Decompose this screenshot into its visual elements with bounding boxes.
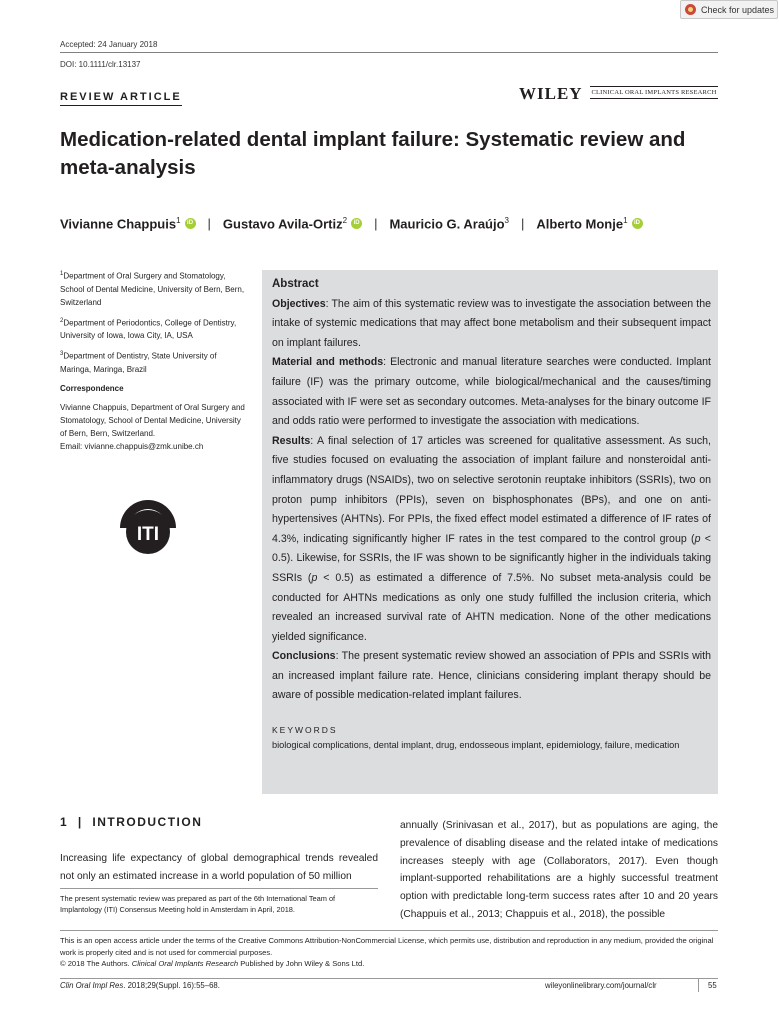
iti-logo-text: ITI <box>136 524 160 545</box>
footer-separator <box>698 978 699 992</box>
intro-right-column: annually (Srinivasan et al., 2017), but as populations are aging, the prevalence of disabling disease and the related intake of medications increases steeply with age (Collaborators, 2017). Even though implant-supported rehabilitations are a highly successful treatment option with predictable long-term success rates after 10 and 20 years (Chappuis et al., 2013; Chappuis et al., 2018), the possible <box>400 820 718 920</box>
keywords-heading: KEYWORDS <box>272 725 338 736</box>
footer-url[interactable]: wileyonlinelibrary.com/journal/clr <box>545 981 657 990</box>
author-name: Vivianne Chappuis$^1$ <box>60 216 181 232</box>
author-separator: | <box>374 216 378 232</box>
copyright-text: © 2018 The Authors. Clinical Oral Implants Research Published by John Wiley & Sons Ltd. <box>60 959 365 968</box>
article-title: Medication-related dental implant failure: Systematic review and meta-analysis <box>60 128 686 179</box>
correspondence-text: Vivianne Chappuis, Department of Oral Surgery and Stomatology, School of Dental Medicine, University of Bern, Bern, Switzerland. <box>60 402 245 438</box>
publisher-logo: WILEY <box>519 84 583 103</box>
author-separator: | <box>207 216 211 232</box>
author-list <box>60 216 643 231</box>
keywords-list: biological complications, dental implant, drug, endosseous implant, epidemiology, failure, medication <box>272 740 680 751</box>
article-type: REVIEW ARTICLE <box>60 91 182 106</box>
orcid-icon[interactable]: iD <box>185 218 196 229</box>
license-divider <box>60 930 718 931</box>
orcid-icon[interactable]: iD <box>351 218 362 229</box>
abstract-conclusions: Conclusions: The present systematic review showed an association of PPIs and SSRIs with an increased implant failure rate. Hence, clinicians considering implant therapy should be aware of possible medication-related implant failures. <box>272 650 711 702</box>
header-divider <box>60 52 718 53</box>
author-name: Gustavo Avila-Ortiz$^2$ <box>222 216 348 232</box>
correspondence-email[interactable]: Email: vivianne.chappuis@zmk.unibe.ch <box>60 441 204 451</box>
affiliation: $^2$Department of Periodontics, College of Dentistry, University of Iowa, Iowa City, IA, USA <box>60 317 237 341</box>
intro-left-column: Increasing life expectancy of global demographical trends revealed not only an estimated increase in a world population of 50 million <box>60 853 378 882</box>
iti-logo <box>112 494 184 556</box>
section-heading-introduction: 1 | INTRODUCTION <box>60 815 203 829</box>
affiliation: $^1$Department of Oral Surgery and Stomatology, School of Dental Medicine, University of Bern, Bern, Switzerland <box>60 271 245 307</box>
abstract-results: Results: A final selection of 17 articles was screened for qualitative assessment. As such, five studies focused on evaluating the association of implant failure and nonsteroidal anti-inflammatory drugs (NSAIDs), two on selective serotonin reuptake inhibitors (SSRIs), two on proton pump inhibitors (PPIs), seven on bisphosphonates (BPs), and one on anti-hypertensives (AHTNs). For PPIs, the fixed effect model estimated a difference of IF rates of 4.3%, indicating significantly higher IF rates in the test compared to the control group (p < 0.5). Likewise, for SSRIs, the IF was shown to be significantly higher in the individuals taking SSRIs (p < 0.5) as estimated a difference of 7.5%. No subset meta-analysis could be conducted for AHTNs medications as only one study fulfilled the inclusion criteria, which revealed an increased survival rate of AHTN medication. None of the other medications yielded significance. <box>272 434 711 643</box>
license-notice <box>60 935 718 970</box>
footnote: The present systematic review was prepared as part of the 6th International Team of Implantology (ITI) Consensus Meeting hold in Amsterdam in April, 2018. <box>60 894 336 914</box>
footnote-divider <box>60 888 378 889</box>
orcid-icon[interactable]: iD <box>632 218 643 229</box>
author-name: Alberto Monje$^1$ <box>536 216 628 232</box>
correspondence-heading: Correspondence <box>60 383 124 393</box>
abstract-box <box>262 270 718 794</box>
page-number: 55 <box>708 981 717 990</box>
accepted-date: Accepted: 24 January 2018 <box>60 40 158 49</box>
author-name: Mauricio G. Araújo$^3$ <box>389 216 509 232</box>
footer-citation: Clin Oral Impl Res. 2018;29(Suppl. 16):55–68. <box>60 981 220 990</box>
abstract-objectives: Objectives: The aim of this systematic review was to investigate the association between the intake of systemic medications that may affect bone metabolism and their subsequent impact on implant failures. <box>272 297 711 349</box>
crossmark-icon <box>685 4 696 15</box>
affiliations <box>60 268 245 453</box>
abstract-methods: Material and methods: Electronic and manual literature searches were conducted. Implant failure (IF) was the primary outcome, while biological/mechanical and the causes/timing associated with IF were set as secondary outcomes. Meta-analyses for the binary outcome IF and odds ratio were performed to investigate the association with medications. <box>272 356 711 428</box>
doi: DOI: 10.1111/clr.13137 <box>60 60 141 69</box>
check-for-updates-label: Check for updates <box>701 4 775 15</box>
abstract-heading: Abstract <box>272 278 319 290</box>
affiliation: $^3$Department of Dentistry, State University of Maringa, Maringa, Brazil <box>60 351 217 374</box>
check-for-updates-button[interactable] <box>680 0 778 19</box>
journal-logo: CLINICAL ORAL IMPLANTS RESEARCH <box>590 86 718 99</box>
author-separator: | <box>521 216 525 232</box>
footer-divider <box>60 978 718 979</box>
license-text: This is an open access article under the terms of the Creative Commons Attribution-NonCommercial License, which permits use, distribution and reproduction in any medium, provided the original work is properly cited and is not used for commercial purposes. <box>60 936 714 957</box>
